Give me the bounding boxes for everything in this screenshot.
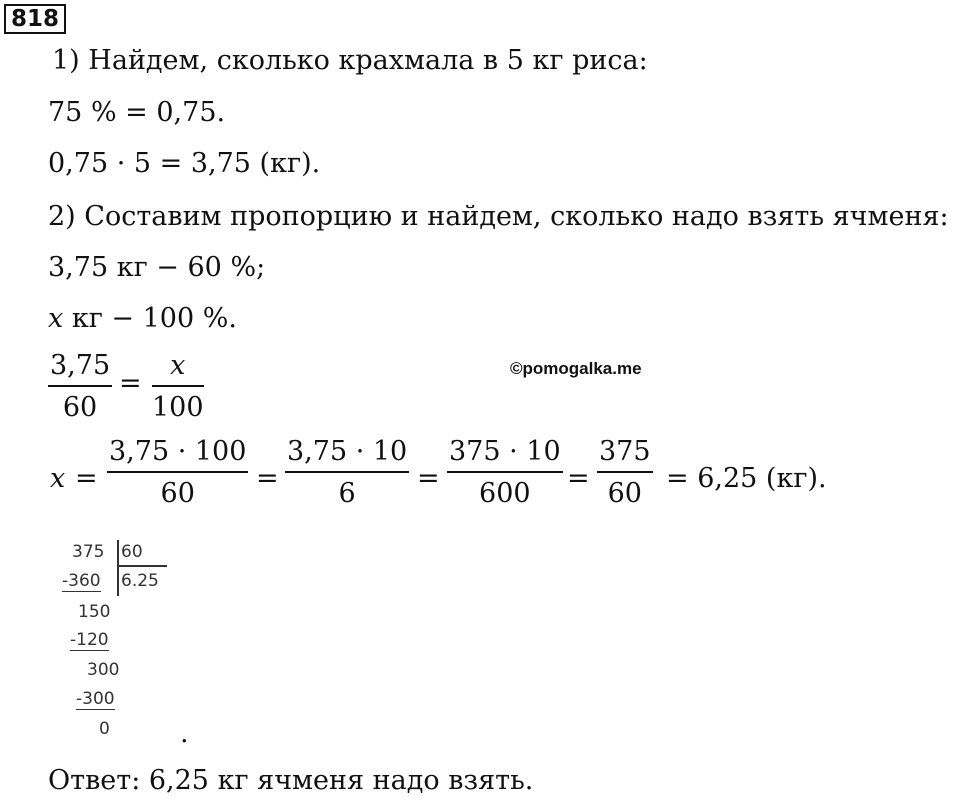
equals-sign: = — [567, 463, 590, 494]
division-step: 0 — [99, 719, 110, 739]
fraction-denominator: 60 — [160, 478, 195, 509]
equals-sign: = — [417, 463, 440, 494]
fraction-denominator: 600 — [479, 478, 531, 509]
division-step: -300 — [76, 689, 115, 709]
solution-variable: x — [50, 463, 66, 494]
fraction-left — [48, 351, 112, 423]
fraction-denominator: 60 — [607, 478, 642, 509]
proportion-line-1: 3,75 кг − 60 %; — [48, 252, 266, 283]
fraction-numerator: 375 · 10 — [449, 436, 561, 467]
step2-heading: 2) Составим пропорцию и найдем, сколько надо взять ячменя: — [48, 201, 949, 232]
division-step: 300 — [87, 660, 120, 680]
trailing-dot: . — [180, 718, 189, 749]
answer-line: Ответ: 6,25 кг ячменя надо взять. — [48, 765, 534, 796]
solution-result: = 6,25 (кг). — [666, 463, 827, 494]
equals-sign: = — [119, 368, 142, 399]
division-horizontal-line — [117, 565, 167, 567]
fraction-denominator: 60 — [62, 392, 98, 423]
division-step: 150 — [78, 602, 111, 622]
division-step: -120 — [70, 630, 109, 650]
equals-sign: = — [75, 463, 98, 494]
division-step: -360 — [62, 571, 101, 591]
fraction-denominator: 6 — [338, 478, 356, 509]
fraction-denominator: 100 — [152, 392, 204, 423]
fraction-numerator: 3,75 · 100 — [109, 436, 247, 467]
step1-percent-line: 75 % = 0,75. — [48, 97, 226, 128]
solution-fraction-3 — [447, 437, 563, 509]
fraction-right — [152, 351, 204, 423]
fraction-numerator: 3,75 — [50, 350, 111, 381]
fraction-numerator: 375 — [599, 436, 651, 467]
watermark: ©pomogalka.me — [510, 359, 642, 378]
division-vertical-line — [117, 540, 119, 596]
variable-x: x — [48, 303, 64, 334]
solution-fraction-4 — [597, 437, 653, 509]
step1-heading: 1) Найдем, сколько крахмала в 5 кг риса: — [52, 45, 648, 76]
solution-fraction-1 — [107, 437, 248, 509]
step1-calc-line: 0,75 · 5 = 3,75 (кг). — [48, 148, 321, 179]
division-divisor: 60 — [121, 542, 143, 562]
proportion-line-2 — [48, 303, 237, 335]
task-number: 818 — [4, 4, 66, 34]
fraction-numerator: x — [170, 350, 186, 381]
division-dividend: 375 — [72, 542, 105, 562]
proportion-line-2-rest: кг − 100 %. — [63, 303, 237, 334]
solution-fraction-2 — [285, 437, 409, 509]
division-quotient: 6.25 — [121, 571, 159, 591]
fraction-numerator: 3,75 · 10 — [287, 436, 408, 467]
equals-sign: = — [256, 463, 279, 494]
